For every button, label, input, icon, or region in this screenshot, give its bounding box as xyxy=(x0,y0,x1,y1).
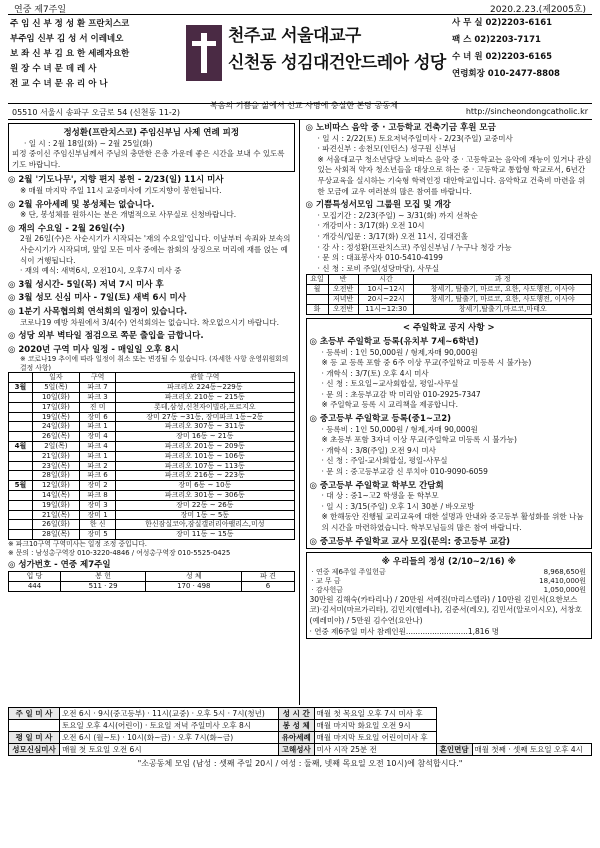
notice-text: · 개학식 : 3/8(주일) 오전 9시 미사 xyxy=(321,445,436,455)
table-cell: 장미 5 xyxy=(80,530,116,540)
cross-icon xyxy=(201,33,207,73)
table-cell: 매월 마지막 토요일 어린이미사 후 xyxy=(314,732,436,744)
table-cell: 장미 1동 ~ 5동 xyxy=(116,510,294,520)
notice-text: 피정 중이신 주임신부님께서 주님의 충만한 은총 가운데 좋은 시간을 보내 수 있도록 기도 바랍니다. xyxy=(12,149,285,169)
staff-line: 주 임 신 부 정 성 환 프란치스코 xyxy=(10,19,130,29)
table-row xyxy=(9,383,295,393)
notice-heading: ◎ 재의 수요일 - 2월 26일(수) xyxy=(8,223,125,234)
notice-heading: ◎ 성가번호 - 연중 제7주일 xyxy=(8,560,111,571)
right-column xyxy=(300,120,593,705)
table-cell: 26일(화) xyxy=(32,520,79,530)
staff-list xyxy=(8,15,182,103)
title-line-2: 신천동 성김대건안드레아 성당 xyxy=(228,53,446,73)
table-cell: 21일(목) xyxy=(32,510,79,520)
notice-text: · 모집기간 : 2/23(주일) ~ 3/31(화) 까지 선착순 xyxy=(317,210,478,220)
notice-text: · 일 시 : 2/22(토) 토요저녁주일미사 - 2/23(주일) 교중미사 xyxy=(317,133,513,143)
table-cell: 10일(화) xyxy=(32,393,79,403)
notice-text: 30만원 김해숙(카타리나) / 20만원 서예진(마리스텔라) / 10만원 김민서(요한보스코)·김서미(마르가리타), 김민지(헬레나), 김준서(레오), 김민서(알로이시오), 서창호(예레미야) / 5만원 김수연(요안나) xyxy=(309,594,582,625)
offering-box xyxy=(306,552,593,639)
notice-text: ※ 문의 : 남성총구역장 010-3220-4846 / 여성총구역장 010-5525-0425 xyxy=(8,548,231,557)
table-row xyxy=(9,491,295,501)
staff-line: 전 교 수 녀 문 유 리 아 나 xyxy=(10,79,108,89)
table-cell: 17일(화) xyxy=(32,402,79,412)
notice-heading: ◎ 3월 성모 신심 미사 - 7일(토) 새벽 6시 미사 xyxy=(8,293,187,304)
table-cell: 화 xyxy=(306,305,328,315)
table-cell: 장미 4 xyxy=(80,432,116,442)
title-line-1: 천주교 서울대교구 xyxy=(228,26,361,46)
table-cell: 오전 6시 (월~토) · 10시(화~금) · 오후 7시(화~금) xyxy=(60,732,279,744)
notice-text: · 파견신부 : 송천모(인턴스) 성구원 신부님 xyxy=(317,144,457,154)
table-cell: 월 xyxy=(306,285,328,295)
table-cell: 28일(목) xyxy=(32,530,79,540)
table-cell: 오전 6시 · 9시(중고등부) · 11시(교중) · 오후 5시 · 7시(청년) xyxy=(60,708,279,720)
table-cell: 5월 xyxy=(9,481,33,491)
table-cell: 파크리오 201동 ~ 209동 xyxy=(116,442,294,452)
table-row xyxy=(9,510,295,520)
table-header: 구역 xyxy=(80,373,116,383)
notice-heading: ◎ 1분기 사목협의회 연석회의 일정이 있습니다. xyxy=(8,306,188,317)
notice-text: ※ 서울대교구 청소년담당 노비따스 음악 중 · 고등학교는 음악에 재능이 있거나 관심 있는 사회적 약자 청소년들을 대상으로 하는 중 · 고등학교 통합형 학교로서, 6년간 무상교육을 실시하는 기숙형 학력인정 대안학교입니다. 음악학교 건축비 마련을 위한 모금에 교우 여러분의 많은 참여를 바랍니다. xyxy=(317,154,592,196)
notice-text: · 대 상 : 중1~고2 학생을 둔 학부모 xyxy=(321,491,439,501)
table-cell xyxy=(9,451,33,461)
table-cell xyxy=(9,720,60,732)
notice-text: ※ 파크10구역 구역미사는 일정 조정 중입니다. xyxy=(8,540,147,549)
notice-heading: ◎ 성당 외부 벽타일 점검으로 쪽문 출입을 금합니다. xyxy=(8,331,204,342)
table-cell: 19일(목) xyxy=(32,412,79,422)
table-row xyxy=(9,500,295,510)
table-cell: 3월 xyxy=(9,383,33,393)
table-cell: 한 신 xyxy=(80,520,116,530)
table-cell: 미사 시작 25분 전 xyxy=(314,744,436,756)
table-cell: 파크 1 xyxy=(80,422,116,432)
table-cell: 파크 2 xyxy=(80,461,116,471)
table-cell: 봉 성 체 xyxy=(278,720,314,732)
table-cell xyxy=(9,461,33,471)
table-header: 반 xyxy=(328,275,358,285)
table-row xyxy=(310,568,589,577)
table-cell: 14일(목) xyxy=(32,491,79,501)
notice-text: · 등록비 : 1인 50,000원 / 형제,자매 90,000원 xyxy=(321,347,478,357)
table-row xyxy=(9,520,295,530)
table-row xyxy=(9,412,295,422)
table-cell: 18,410,000원 xyxy=(539,576,586,585)
table-row xyxy=(9,402,295,412)
table-cell: 장미 16동 ~ 21동 xyxy=(116,432,294,442)
table-cell: 주 일 미 사 xyxy=(9,708,60,720)
table-header: 봉 헌 xyxy=(61,571,146,581)
notice-text: 2월 26일(수)은 사순시기가 시작되는 '재의 수요일'입니다. 이날부터 속죄와 보속의 사순시기가 시작되며, 앞일 모든 미사 중에는 참회의 상징으로 머리에 재를 얹는 예식이 거행됩니다. xyxy=(20,234,291,265)
table-cell: 매월 첫째 · 셋째 토요일 오후 4시 xyxy=(472,744,591,756)
table-cell: 파크리오 210동 ~ 215동 xyxy=(116,393,294,403)
cross-bar xyxy=(192,41,216,46)
staff-line: 보 좌 신 부 김 요 한 세례자요한 xyxy=(10,49,130,59)
notice-text: · 강 사 : 정성환(프란치스코) 주임신부님 / 누구나 청강 가능 xyxy=(317,242,512,252)
table-cell xyxy=(9,402,33,412)
notice-text: ※ 주일학교 등록 시 교리책을 제공합니다. xyxy=(321,400,459,410)
table-cell: 토요일 오후 4시(어린이) · 토요일 저녁 주일미사 오후 8시 xyxy=(60,720,279,732)
table-row xyxy=(306,305,592,315)
table-cell: · 교 무 금 xyxy=(311,576,341,585)
table-row xyxy=(9,732,592,744)
table-cell: 10시~12시 xyxy=(358,285,414,295)
table-cell: · 감사헌금 xyxy=(311,585,343,594)
table-cell xyxy=(9,510,33,520)
table-cell: 파크 3 xyxy=(80,393,116,403)
table-cell: 파크리오 216동 ~ 223동 xyxy=(116,471,294,481)
table-cell: 24일(화) xyxy=(32,422,79,432)
table-row xyxy=(9,720,592,732)
notice-text: · 일 시 : 3/15(주일) 오후 1시 30분 / 바오로방 xyxy=(321,501,475,511)
table-cell: 장미 6 xyxy=(80,412,116,422)
notice-heading: ◎ 2월 '기도나무', 지향 편지 봉헌 - 2/23(일) 11시 미사 xyxy=(8,175,224,186)
notice-heading: ◎ 중고등부 주일학교 학부모 간담회 xyxy=(309,480,444,491)
table-cell xyxy=(9,422,33,432)
notice-heading: ◎ 중고등부 주일학교 교사 모집(문의: 중고등부 교감) xyxy=(309,536,511,547)
contact-line: 연령회장 010-2477-8808 xyxy=(452,69,560,79)
notice-heading: ◎ 초등부 주일학교 등록(유치부 7세~6학년) xyxy=(309,336,479,347)
table-cell: 파크 1 xyxy=(80,451,116,461)
table-cell: 12일(화) xyxy=(32,481,79,491)
notice-text: ※ 단, 봉성체를 원하시는 분은 개별적으로 사무실로 신청바랍니다. xyxy=(20,210,237,220)
table-cell: 성 시 간 xyxy=(278,708,314,720)
top-line xyxy=(0,0,600,14)
table-cell: 26일(목) xyxy=(32,432,79,442)
church-logo xyxy=(186,25,222,81)
table-cell: 511 · 29 xyxy=(61,581,146,591)
table-cell: 2일(목) xyxy=(32,442,79,452)
table-cell xyxy=(306,295,328,305)
schedule-table xyxy=(8,707,592,769)
table-row xyxy=(9,530,295,540)
table-cell: 성모신심미사 xyxy=(9,744,60,756)
table-cell: 평 일 미 사 xyxy=(9,732,60,744)
table-cell: 매월 첫 토요일 오전 6시 xyxy=(60,744,279,756)
table-cell: 파크리오 101동 ~ 106동 xyxy=(116,451,294,461)
table-row xyxy=(9,451,295,461)
table-cell: 진 미 xyxy=(80,402,116,412)
table-cell xyxy=(9,432,33,442)
table-cell: 장미 2 xyxy=(80,481,116,491)
table-cell: 444 xyxy=(9,581,61,591)
table-cell: 파크 6 xyxy=(80,471,116,481)
table-cell xyxy=(9,491,33,501)
footer-note: "소공동체 모임 (남성 : 셋째 주일 20시 / 여성 : 둘째, 넷째 목요일 오전 10시)에 참석합시다." xyxy=(137,759,463,768)
notice-text: 코로나19 예방 차원에서 3/4(수) 연석회의는 없습니다. 착오없으시기 바랍니다. xyxy=(20,317,280,327)
table-cell: 23일(목) xyxy=(32,461,79,471)
table-row xyxy=(9,708,592,720)
table-cell: 장미 22동 ~ 26동 xyxy=(116,500,294,510)
table-cell: 28일(화) xyxy=(32,471,79,481)
table-cell: 파크 4 xyxy=(80,442,116,452)
table-header: 과 정 xyxy=(414,275,592,285)
table-cell: 혼인면담 xyxy=(436,744,472,756)
table-cell: 장미 1 xyxy=(80,510,116,520)
notice-text: · 개학식 : 3/7(토) 오후 4시 미사 xyxy=(321,368,429,378)
table-cell: 파크리오 224동~229동 xyxy=(116,383,294,393)
table-cell: 한신잠실코아,잠실갤러리아팰리스,미성 xyxy=(116,520,294,530)
postal-address: 05510 서울시 송파구 오금로 54 (신천동 11-2) xyxy=(12,108,181,117)
table-cell xyxy=(9,520,33,530)
table-cell: 11시~12:30 xyxy=(358,305,414,315)
offering-table xyxy=(310,568,589,595)
table-cell: 오전반 xyxy=(328,285,358,295)
table-cell: 6 xyxy=(242,581,294,591)
table-cell: 파크리오 307동 ~ 311동 xyxy=(116,422,294,432)
left-column xyxy=(8,120,300,705)
table-row xyxy=(306,285,592,295)
table-cell: 장미 6동 ~ 10동 xyxy=(116,481,294,491)
liturgical-week: 연중 제7주일 xyxy=(14,5,67,15)
parish-title xyxy=(228,15,452,103)
table-cell: 장미 3 xyxy=(80,500,116,510)
table-cell: 롯데,삼성,신천자이빌라,프르지오 xyxy=(116,402,294,412)
notice-heading: < 주일학교 공지 사항 > xyxy=(402,323,495,334)
notice-text: · 개강식/입문 : 3/17(화) 오전 11시, 김대건홀 xyxy=(317,231,469,241)
table-header: 시간 xyxy=(358,275,414,285)
notice-text: · 일 시 : 2월 18일(화) ~ 2월 25일(화) xyxy=(24,138,153,148)
notice-text: · 등록비 : 1인 50,000원 / 형제,자매 90,000원 xyxy=(321,424,478,434)
table-row xyxy=(9,471,295,481)
table-header: 파 견 xyxy=(242,571,294,581)
table-cell: 장미 11동 ~ 15동 xyxy=(116,530,294,540)
notice-text: · 문 의 : 중고등부교감 신 루치아 010-9090-6059 xyxy=(321,467,488,477)
table-cell: 매월 마지막 화요일 오전 9시 xyxy=(314,720,436,732)
table-row xyxy=(310,586,589,595)
notice-text: · 재의 예식: 새벽6시, 오전10시, 오후7시 미사 중 xyxy=(20,266,182,276)
table-cell: 창세기, 탈출기, 마르코, 요한, 사도행전, 이사야 xyxy=(414,285,592,295)
notice-heading: ◎ 중고등부 주일학교 등록(중1~고2) xyxy=(309,414,452,425)
content-columns xyxy=(8,120,592,705)
staff-line: 원 장 수 녀 문 데 레 사 xyxy=(10,64,97,74)
table-row xyxy=(9,442,295,452)
table-header: 일자 xyxy=(32,373,79,383)
table-cell: 파크 8 xyxy=(80,491,116,501)
masthead xyxy=(8,14,592,104)
notice-heading: ◎ 3월 성시간- 5일(목) 저녁 7시 미사 후 xyxy=(8,279,164,290)
table-row xyxy=(9,432,295,442)
table-cell: 20시~22시 xyxy=(358,295,414,305)
notice-heading: ◎ 2월 유아세례 및 봉성체는 없습니다. xyxy=(8,199,155,210)
contact-list xyxy=(452,15,592,103)
table-cell: 170 · 498 xyxy=(146,581,242,591)
notice-text: ※ 코로나19 추이에 따라 일정이 취소 또는 변경될 수 있습니다. (자세한 사항 운영위원회의 결정 사항) xyxy=(20,355,289,372)
table-header: 성 체 xyxy=(146,571,242,581)
notice-text: · 연중 제6주일 미사 참례인원..........................1,816 명 xyxy=(309,626,499,636)
table-row xyxy=(9,481,295,491)
notice-heading: ◎ 노비따스 음악 중 · 고등학교 건축기금 후원 모금 xyxy=(305,123,496,133)
table-cell: 19일(화) xyxy=(32,500,79,510)
notice-text: · 신 청 : 토요일~교사회합실, 평일-사무실 xyxy=(321,379,459,389)
notice-heading: 정성환(프란치스코) 주임신부님 사제 연례 피정 xyxy=(63,128,240,138)
table-cell: 장미 27동 ~31동, 장미파크 1동~2동 xyxy=(116,412,294,422)
notice-text: · 개강미사 : 3/17(화) 오전 10시 xyxy=(317,221,425,231)
table-cell: 창세기,탈출기,마르코,마태오 xyxy=(414,305,592,315)
table-cell: 파크리오 301동 ~ 306동 xyxy=(116,491,294,501)
table-cell: 4월 xyxy=(9,442,33,452)
table-header: 입 당 xyxy=(9,571,61,581)
notice-text: · 신 청 : 로비 주일(성당마당), 사무실 xyxy=(317,263,440,273)
staff-line: 부주임 신부 김 성 서 이레네오 xyxy=(10,34,124,44)
bible-study-table xyxy=(306,274,593,315)
district-mass-table xyxy=(8,372,295,540)
table-cell xyxy=(9,412,33,422)
table-cell: 창세기, 탈출기, 마르코, 요한, 사도행전, 이사야 xyxy=(414,295,592,305)
table-row xyxy=(306,295,592,305)
table-cell xyxy=(9,500,33,510)
notice-text: · 문 의 : 대표봉사자 010-5410-4199 xyxy=(317,253,443,263)
table-cell xyxy=(9,393,33,403)
notice-text: · 문 의 : 초등부교감 박 미리암 010-2925-7347 xyxy=(321,389,481,399)
table-cell: 21일(화) xyxy=(32,451,79,461)
table-cell xyxy=(9,471,33,481)
notice-heading: ※ 우리들의 정성 (2/10~2/16) ※ xyxy=(381,557,516,568)
table-cell: 파크리오 107동 ~ 113동 xyxy=(116,461,294,471)
table-cell: 5일(목) xyxy=(32,383,79,393)
table-header xyxy=(9,373,33,383)
issue-date: 2020.2.23.(제2005호) xyxy=(490,5,586,15)
table-cell: 파크 7 xyxy=(80,383,116,393)
table-header: 요일 xyxy=(306,275,328,285)
notice-text: ※ 매월 마지막 주일 11시 교중미사에 기도지향이 봉헌됩니다. xyxy=(20,185,222,195)
motto: 복음의 기쁨을 삶에서 선교 사명에 충실한 본당 공동체 xyxy=(210,101,398,110)
table-cell: · 연중 제6주일 주일헌금 xyxy=(311,567,386,576)
table-header: 관할 구역 xyxy=(116,373,294,383)
table-cell: 오전반 xyxy=(328,305,358,315)
notice-heading: ◎ 기쁨특성서모임 그룹원 모집 및 개강 xyxy=(305,200,451,211)
sunday-school-box xyxy=(306,318,593,549)
table-cell: 8,968,650원 xyxy=(543,567,586,576)
notice-text: · 신 청 : 주일-교사회합실, 평일-사무실 xyxy=(321,456,448,466)
table-cell: 저녁반 xyxy=(328,295,358,305)
table-cell: 유아세례 xyxy=(278,732,314,744)
table-cell: 고해성사 xyxy=(278,744,314,756)
contact-line: 팩 스 02)2203-7171 xyxy=(452,35,541,45)
table-row xyxy=(9,461,295,471)
notice-text: ※ 등 교 등록 포함 중 6주 이상 무교(주일학교 미등록 시 불가능) xyxy=(321,358,532,368)
table-row xyxy=(9,422,295,432)
contact-line: 사 무 실 02)2203-6161 xyxy=(452,18,553,28)
table-cell: 매월 첫 목요일 오후 7시 미사 후 xyxy=(314,708,436,720)
website-link[interactable]: http://sincheondongcatholic.kr xyxy=(465,107,588,116)
table-cell: 1,050,000원 xyxy=(543,585,586,594)
table-cell xyxy=(9,530,33,540)
notice-text: ※ 초등부 포함 3자녀 이상 무교(주일학교 미등록 시 불가능) xyxy=(321,435,517,445)
retreat-notice xyxy=(8,123,295,172)
notice-heading: ◎ 2020년 구역 미사 일정 - 매일일 오후 8시 xyxy=(8,344,179,355)
table-row xyxy=(9,393,295,403)
table-row xyxy=(9,744,592,756)
notice-text: ※ 한해동안 진행될 교리교육에 대한 설명과 안내와 중고등부 활성화를 위한 나눔의 시간을 마련하였습니다. 학부모님들의 많은 참여 바랍니다. xyxy=(321,512,584,532)
contact-line: 수 녀 원 02)2203-6165 xyxy=(452,52,553,62)
hymn-table xyxy=(8,571,295,592)
table-row xyxy=(310,577,589,586)
